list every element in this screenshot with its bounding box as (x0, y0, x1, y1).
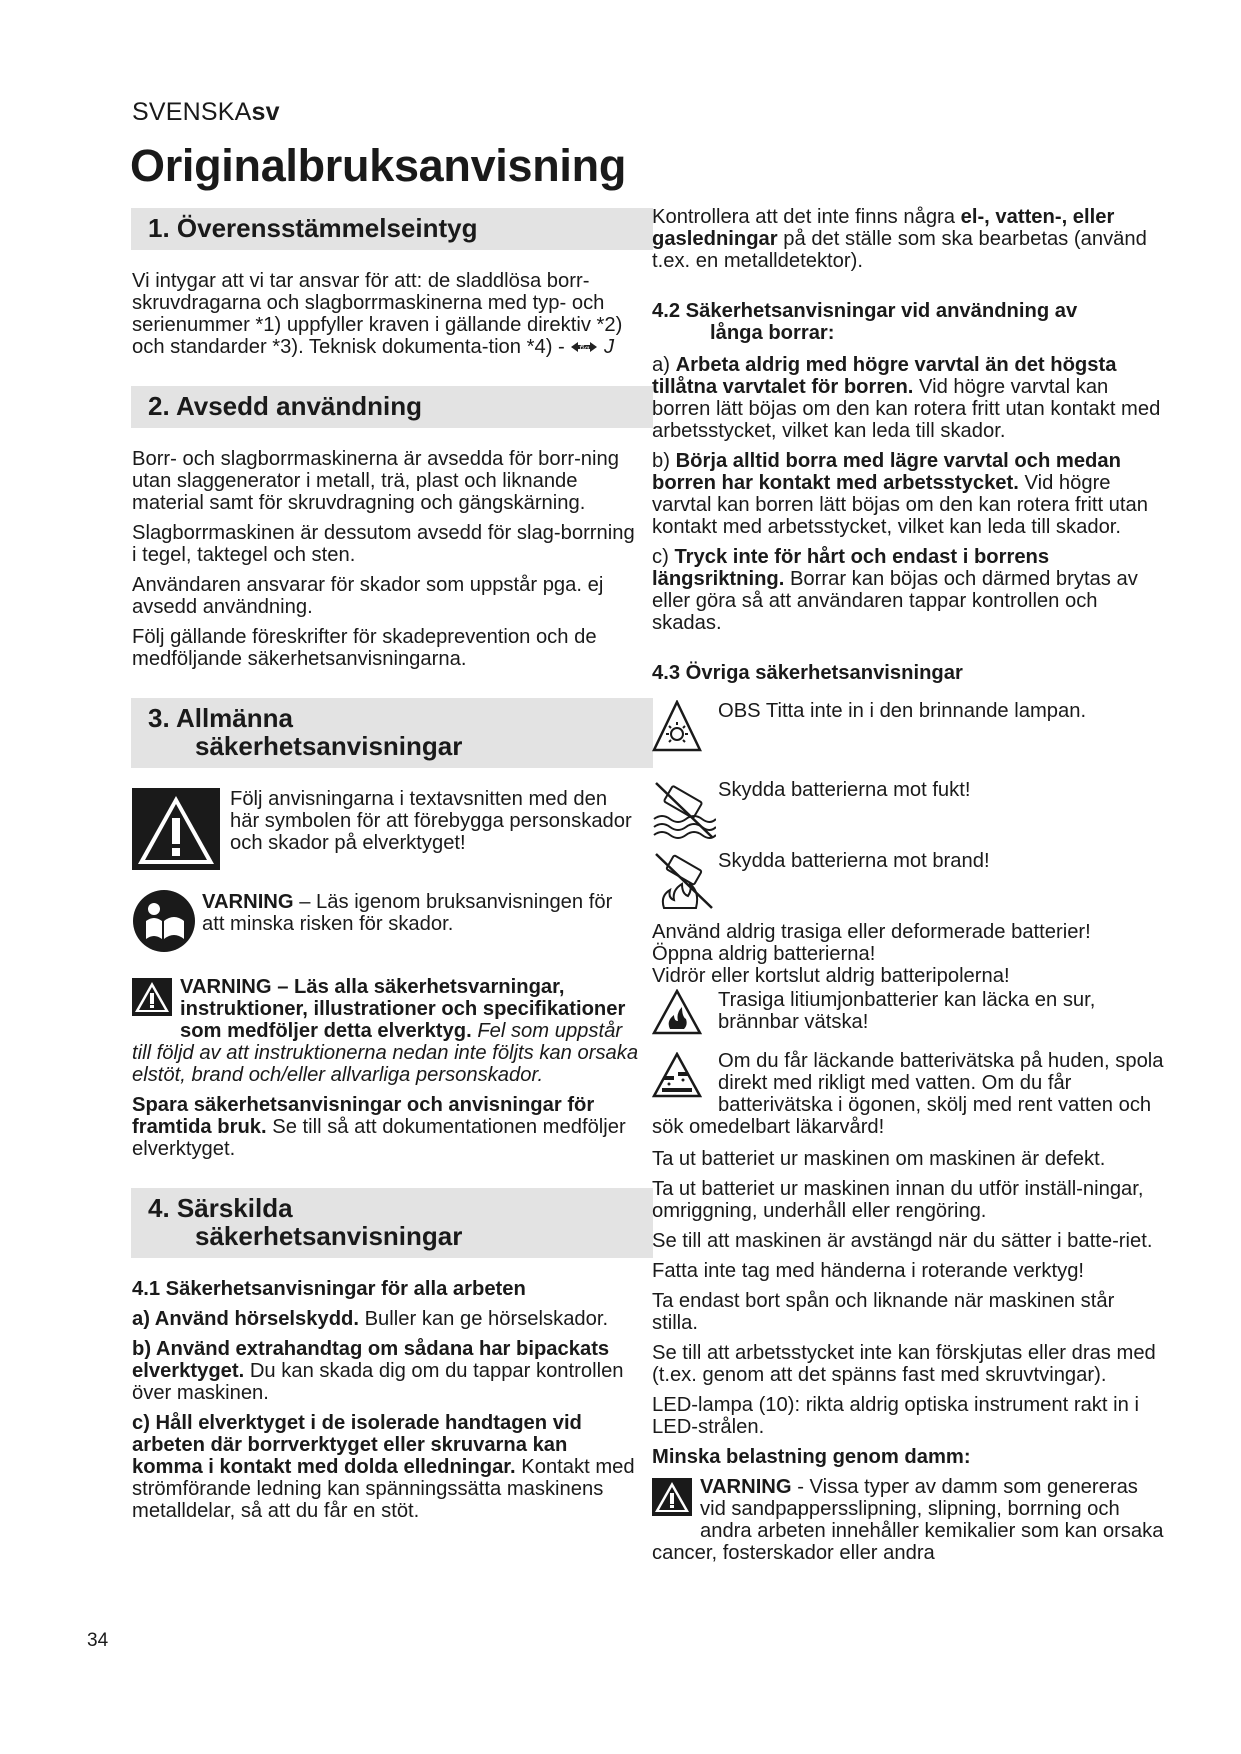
section-3-heading: 3. Allmänna säkerhetsanvisningar (131, 698, 653, 768)
skin-warning: Om du får läckande batterivätska på huden, spola direkt med rikligt med vatten. Om du får batterivätska i ögonen, skölj med rent vatten och sök omedelbart läkarvård! (652, 1050, 1164, 1138)
page-number: 34 (87, 1630, 109, 1651)
general-warning: VARNING – Läs alla säkerhetsvarningar, instruktioner, illustrationer och specifikationer som medföljer detta elverktyg. Fel som uppstår till följd av att instruktionerna nedan inte följts kan orsaka elstöt, brand och/eller allvarliga personskador. (132, 976, 639, 1086)
dust-heading: Minska belastning genom damm: (652, 1446, 971, 1468)
warning-triangle-icon (132, 788, 220, 875)
save-instructions: Spara säkerhetsanvisningar och anvisningar för framtida bruk. Se till så att dokumentationen medföljer elverktyget. (132, 1094, 626, 1160)
battery-line-2: Öppna aldrig batterierna! (652, 943, 876, 965)
language-code: sv (251, 98, 280, 126)
section-1-body: Vi intygar att vi tar ansvar för att: de sladdlösa borr-skruvdragarna och slagborrmaskinerna med typ- och serienummer *1) uppfyller kraven i gällande direktiv *2) och standarder *3). Teknisk dokumenta-tion *4) - fig J (132, 270, 623, 358)
symbol-note: Följ anvisningarna i textavsnitten med den här symbolen för att förebygga personskador och skador på elverktyget! (132, 788, 640, 875)
right-para-7: LED-lampa (10): rikta aldrig optiska instrument rakt in i LED-strålen. (652, 1394, 1139, 1438)
section-2-para-3: Användaren ansvarar för skador som uppstår pga. ej avsedd användning. (132, 574, 604, 618)
fig-icon (570, 336, 604, 358)
read-manual-icon (132, 889, 196, 958)
svg-text:fig: fig (579, 344, 590, 353)
section-2-para-4: Följ gällande föreskrifter för skadeprevention och de medföljande säkerhetsanvisningarna. (132, 626, 597, 670)
right-para-3: Se till att maskinen är avstängd när du sätter i batte-riet. (652, 1230, 1153, 1252)
fire-warning: Skydda batterierna mot brand! (652, 850, 1164, 917)
lamp-warning: OBS Titta inte in i den brinnande lampan. (652, 700, 1164, 759)
section-4-2-b: b) Börja alltid borra med lägre varvtal och medan borren har kontakt med arbetsstycket. Vid högre varvtal kan borren lätt böjas om den kan rotera fritt utan kontakt med arbetsstycket, vilket kan leda till skador. (652, 450, 1148, 538)
language-label (132, 98, 280, 127)
language-name: SVENSKA (132, 98, 252, 126)
warning-small-icon (652, 1478, 692, 1521)
right-column (652, 206, 1164, 1572)
section-4-1-heading: 4.1 Säkerhetsanvisningar för alla arbeten (132, 1278, 526, 1300)
battery-water-icon (652, 779, 716, 846)
check-lines-para: Kontrollera att det inte finns några el-, vatten-, eller gasledningar på det ställe som ska bearbetas (använd t.ex. en metalldetektor). (652, 206, 1147, 272)
right-para-2: Ta ut batteriet ur maskinen innan du utför inställ-ningar, omriggning, underhåll eller rengöring. (652, 1178, 1144, 1222)
document-title: Originalbruksanvisning (130, 140, 627, 191)
lamp-icon (652, 700, 716, 759)
section-4-2-c: c) Tryck inte för hårt och endast i borrens längsriktning. Borrar kan böjas och därmed brytas av eller göra så att användaren tappar kontrollen och skadas. (652, 546, 1138, 634)
warning-small-icon (132, 978, 172, 1021)
section-2-para-1: Borr- och slagborrmaskinerna är avsedda för borr-ning utan slaggenerator i metall, trä, plast och liknande material samt för skruvdragning och gängskärning. (132, 448, 619, 514)
moisture-warning: Skydda batterierna mot fukt! (652, 779, 1164, 846)
dust-warning: VARNING - Vissa typer av damm som genereras vid sandpappersslipning, slipning, borrning och andra arbeten innehåller kemikalier som kan orsaka cancer, fosterskador eller andra (652, 1476, 1164, 1564)
battery-line-3: Vidrör eller kortslut aldrig batteripolerna! (652, 965, 1010, 987)
read-manual-warning: VARNING – Läs igenom bruksanvisningen för att minska risken för skador. (132, 889, 640, 958)
right-para-1: Ta ut batteriet ur maskinen om maskinen är defekt. (652, 1148, 1106, 1170)
flammable-icon (652, 989, 716, 1042)
section-4-1-c: c) Håll elverktyget i de isolerade handtagen vid arbeten där borrverktyget eller skruvarna kan komma i kontakt med dolda elledningar. Kontakt med strömförande ledning kan spänningssätta maskinens metalldelar, så att du får en stöt. (132, 1412, 635, 1522)
right-para-5: Ta endast bort spån och liknande när maskinen står stilla. (652, 1290, 1115, 1334)
section-2-heading: 2. Avsedd användning (131, 386, 653, 428)
right-para-6: Se till att arbetsstycket inte kan förskjutas eller dras med (t.ex. genom att det spänns fast med skruvtvingar). (652, 1342, 1156, 1386)
section-4-3-heading: 4.3 Övriga säkerhetsanvisningar (652, 662, 963, 684)
section-1-heading: 1. Överensstämmelseintyg (131, 208, 653, 250)
leak-warning: Trasiga litiumjonbatterier kan läcka en sur, brännbar vätska! (652, 989, 1164, 1042)
left-column (132, 208, 640, 1530)
section-2-para-2: Slagborrmaskinen är dessutom avsedd för slag-borrning i tegel, taktegel och sten. (132, 522, 635, 566)
right-para-4: Fatta inte tag med händerna i roterande verktyg! (652, 1260, 1085, 1282)
battery-line-1: Använd aldrig trasiga eller deformerade batterier! (652, 921, 1091, 943)
section-4-2-a: a) Arbeta aldrig med högre varvtal än det högsta tillåtna varvtalet för borren. Vid högre varvtal kan borren lätt böjas om den kan rotera fritt utan kontakt med arbetsstycket, vilket kan leda till skador. (652, 354, 1161, 442)
section-4-1-a: a) Använd hörselskydd. Buller kan ge hörselskador. (132, 1308, 609, 1330)
battery-fire-icon (652, 850, 716, 917)
corrosive-icon (652, 1052, 702, 1105)
fig-reference: J (603, 336, 615, 358)
section-4-2-heading: 4.2 Säkerhetsanvisningar vid användning av långa borrar: (652, 300, 1078, 344)
section-4-heading: 4. Särskilda säkerhetsanvisningar (131, 1188, 653, 1258)
section-4-1-b: b) Använd extrahandtag om sådana har bipackats elverktyget. Du kan skada dig om du tappar kontrollen över maskinen. (132, 1338, 624, 1404)
